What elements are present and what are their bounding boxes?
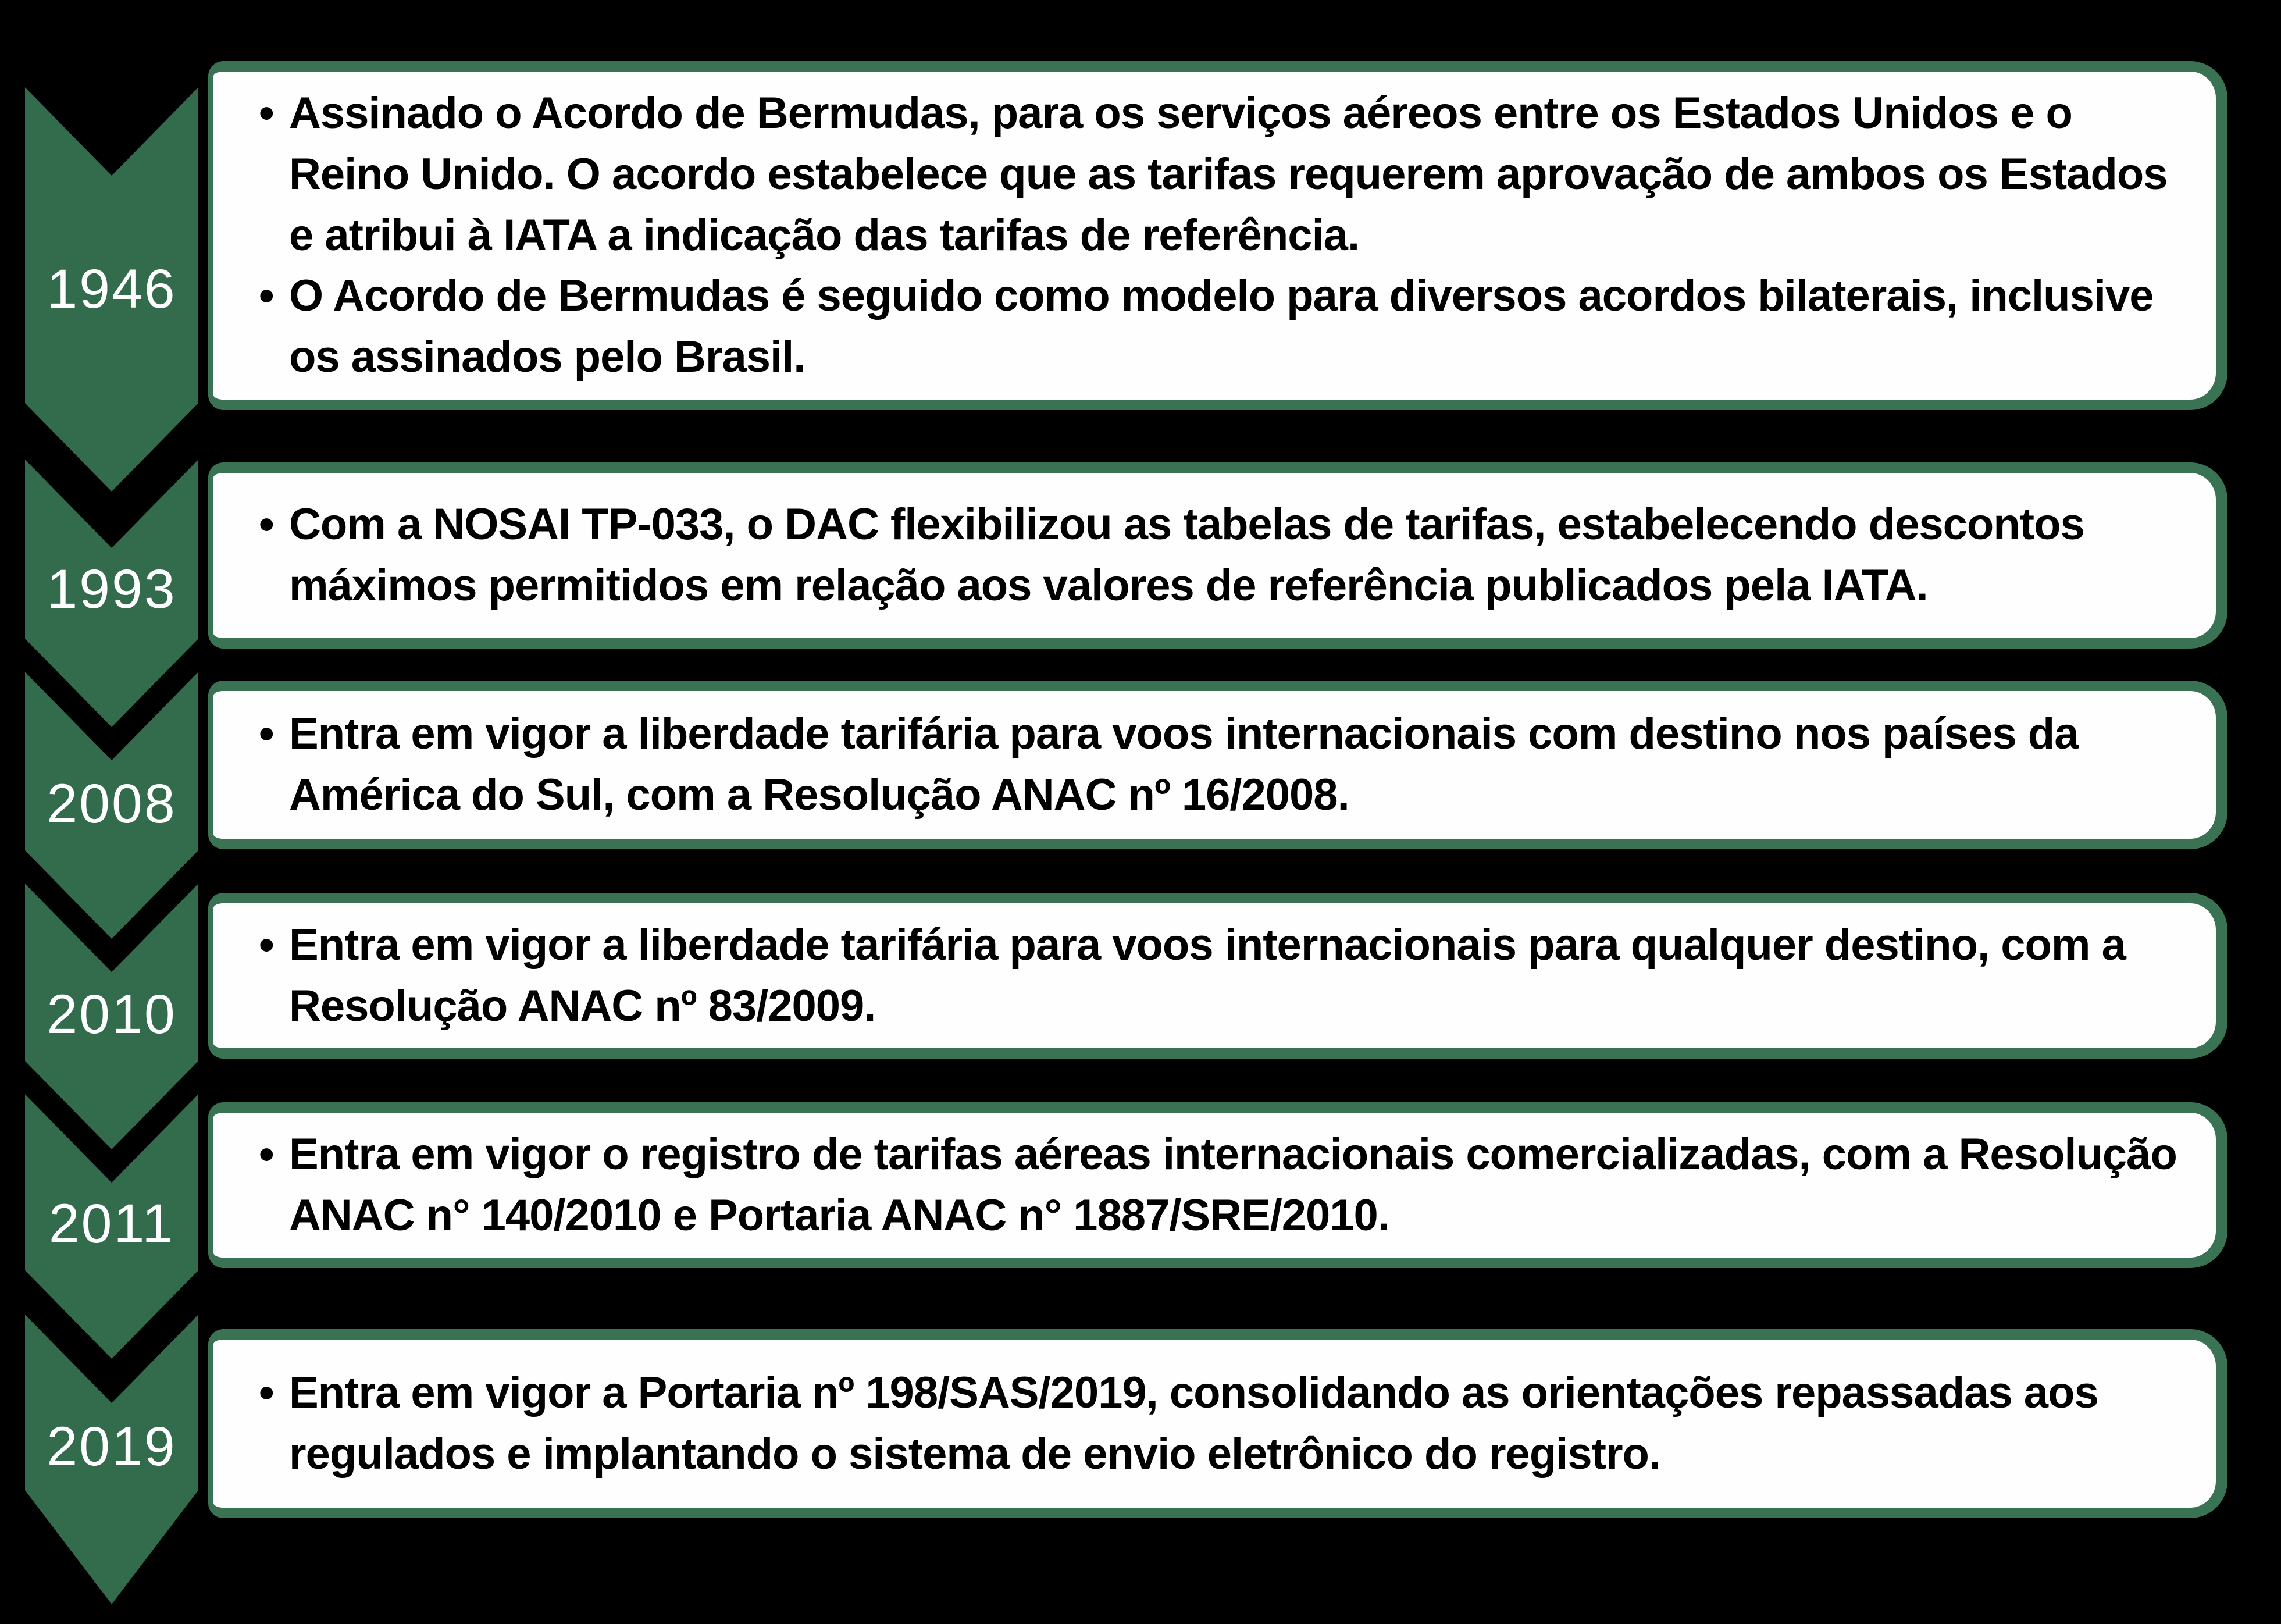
bullet-text: Entra em vigor a liberdade tarifária para voos internacionais para qualquer destino, com a Resolução ANAC nº 83/2009. [289,920,2126,1031]
bullet-icon: • [259,709,274,759]
bullet-icon: • [259,1367,274,1418]
bullet-item [259,1124,2181,1247]
bullet-item [259,1363,2181,1485]
bullet-text: Entra em vigor a Portaria nº 198/SAS/2019, consolidando as orientações repassadas aos regulados e implantando o sistema de envio eletrônico do registro. [289,1367,2098,1479]
bullet-text: Assinado o Acordo de Bermudas, para os serviços aéreos entre os Estados Unidos e o Reino Unido. O acordo estabelece que as tarifas requerem aprovação de ambos os Estados e atribui à IATA a indicação das tarifas de referência. [289,88,2168,260]
bullet-icon: • [259,500,274,550]
bullet-icon: • [259,271,274,321]
event-box-2019 [208,1329,2227,1518]
year-label-1993: 1993 [47,558,177,620]
bullet-icon: • [259,88,274,138]
bullet-item [259,915,2181,1037]
bullet-item [259,83,2181,266]
year-label-1946: 1946 [47,258,177,320]
bullet-icon: • [259,920,274,970]
event-box-2010 [208,893,2227,1059]
bullet-icon: • [259,1129,274,1179]
bullet-item [259,494,2181,617]
event-box-1993 [208,462,2227,649]
event-box-2011 [208,1102,2227,1268]
bullet-text: Entra em vigor a liberdade tarifária para voos internacionais com destino nos países da América do Sul, com a Resolução ANAC nº 16/2008. [289,709,2079,820]
event-box-2008 [208,681,2227,849]
year-label-2011: 2011 [48,1193,175,1255]
bullet-text: Entra em vigor o registro de tarifas aéreas internacionais comercializadas, com a Resolução ANAC n° 140/2010 e Portaria ANAC n° 1887/SRE/2010. [289,1129,2177,1240]
event-box-1946 [208,61,2227,410]
bullet-item [259,266,2181,388]
bullet-text: Com a NOSAI TP-033, o DAC flexibilizou as tabelas de tarifas, estabelecendo descontos máximos permitidos em relação aos valores de referência publicados pela IATA. [289,500,2084,610]
year-label-2008: 2008 [47,773,177,835]
bullet-text: O Acordo de Bermudas é seguido como modelo para diversos acordos bilaterais, inclusive os assinados pelo Brasil. [289,271,2154,382]
year-label-2010: 2010 [47,984,177,1045]
bullet-item [259,704,2181,826]
year-label-2019: 2019 [47,1416,177,1477]
